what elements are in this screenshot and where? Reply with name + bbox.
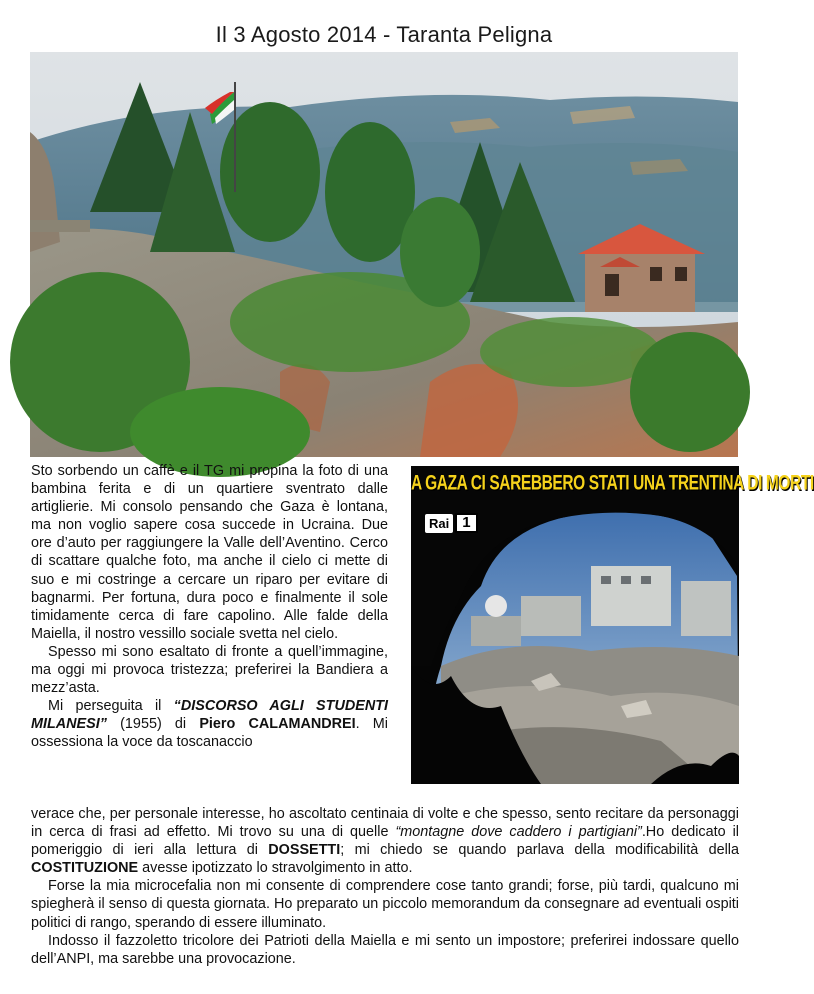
paragraph-3-text-5: .Ho dedicato il pomeriggio di ieri alla lettura di: [31, 824, 739, 859]
paragraph-3-text-1: Mi perseguita il: [48, 698, 174, 715]
dossetti-name: DOSSETTI: [268, 842, 341, 859]
paragraph-3-text-7: avesse ipotizzato lo stravolgimento in atto.: [138, 860, 413, 877]
paragraph-5: Indosso il fazzoletto tricolore dei Patrioti della Maiella e mi sento un impostore; preferirei indossare quello dell’ANPI, ma sarebbe una provocazione.: [31, 932, 739, 967]
left-column-text: [31, 462, 388, 752]
paragraph-3-text-6: ; mi chiedo se quando parlava della modificabilità della: [340, 842, 740, 859]
paragraph-3-text-2: (1955) di: [106, 716, 200, 733]
paragraph-4: Forse la mia microcefalia non mi consente di comprendere cose tanto grandi; forse, più tardi, qualcuno mi spiegherà il senso di questa giornata. Ho preparato un piccolo memorandum da consegnare ad eventuali ospiti politici di rango, sperando di essere illuminato.: [31, 878, 739, 931]
gaza-headline: A GAZA CI SAREBBERO STATI UNA TRENTINA DI MORTI: [411, 472, 814, 495]
page-title: Il 3 Agosto 2014 - Taranta Peligna: [215, 22, 553, 47]
landscape-photo: [30, 52, 738, 457]
paragraph-2: Spesso mi sono esaltato di fronte a quell’immagine, ma oggi mi provoca tristezza; preferirei la Bandiera a mezz’asta.: [31, 643, 388, 697]
author-name: Piero CALAMANDREI: [199, 716, 356, 733]
paragraph-3-start: [31, 697, 388, 751]
paragraph-3-continued: [31, 805, 739, 877]
costituzione-word: COSTITUZIONE: [31, 860, 139, 877]
quote-montagne: “montagne dove caddero i partigiani”: [395, 824, 642, 841]
rai1-logo: [425, 512, 478, 534]
rai-logo-number: 1: [455, 513, 477, 533]
full-width-text: [31, 805, 739, 968]
paragraph-1: Sto sorbendo un caffè e il TG mi propina la foto di una bambina ferita e di un quartiere sventrato dalle artiglierie. Mi consolo pensando che Gaza è lontana, ma non voglio sapere cosa succede in Ucraina. Due ore d’auto per raggiungere la Valle dell’Aventino. Cerco di scattare qualche foto, ma anche il cielo ci mette di suo e mi costringe a cercare un riparo per evitare di bagnarmi. Per fortuna, dura poco e finalmente il sole timidamente cerca di fare capolino. Alle falde della Maiella, il nostro vessillo sociale svetta nel cielo.: [31, 463, 388, 642]
speech-title: “DISCORSO AGLI STUDENTI MILANESI”: [31, 698, 389, 733]
paragraph-3-text-3: . Mi ossessiona la voce da toscanaccio: [31, 716, 388, 751]
rai-logo-text: Rai: [425, 514, 453, 533]
paragraph-3-text-4: verace che, per personale interesse, ho ascoltato centinaia di volte e che spesso, sento recitare da personaggi in cerca di frasi ad effetto. Mi trovo su una di quelle: [31, 806, 739, 841]
gaza-tv-photo: [411, 466, 814, 784]
